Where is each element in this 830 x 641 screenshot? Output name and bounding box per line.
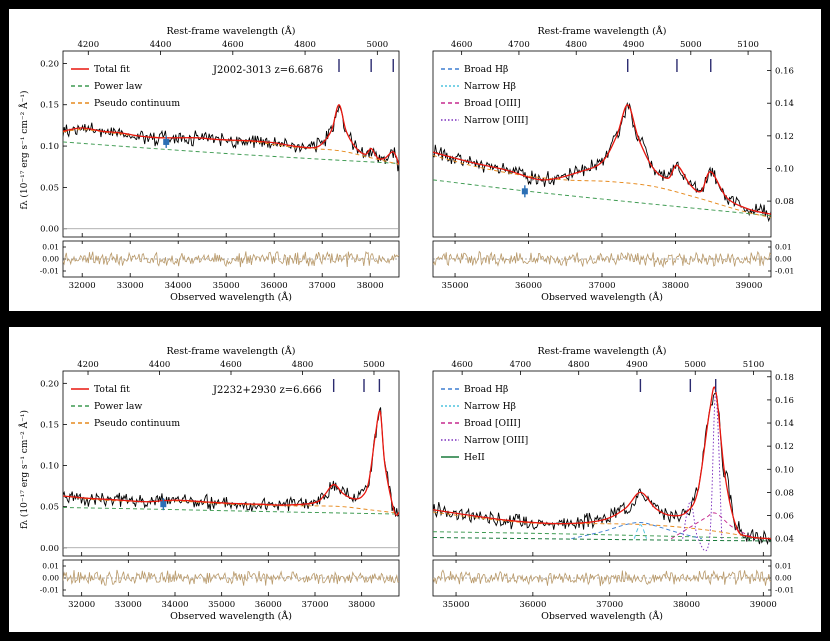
x-tick-top-label: 4900: [626, 360, 648, 370]
x-tick-top-label: 4600: [450, 40, 473, 50]
y-tick-label: 0.18: [775, 372, 794, 383]
legend-label: Power law: [94, 81, 143, 93]
x-tick-label: 33000: [116, 281, 144, 291]
y-tick-label: 0.10: [40, 461, 59, 472]
panel-bottom-row: [9, 327, 821, 632]
panel-top-row: [9, 9, 821, 311]
legend-label: Broad Hβ: [464, 64, 509, 76]
y-tick-label: 0.10: [40, 142, 59, 153]
chart-bottom-left: [9, 327, 415, 632]
y-tick-label: 0.08: [775, 488, 794, 499]
x-tick-top-label: 5000: [684, 360, 707, 370]
legend-label: Narrow Hβ: [464, 81, 516, 93]
x-tick-label: 33000: [114, 600, 142, 610]
y-tick-label: 0.14: [775, 419, 794, 430]
x-tick-label: 32000: [68, 281, 96, 291]
y-tick-label: 0.08: [775, 197, 794, 208]
legend-label: Power law: [94, 401, 143, 413]
y-tick-label: 0.14: [775, 99, 794, 110]
x-tick-label: 35000: [441, 281, 469, 291]
res-y-tick-label: 0.00: [775, 573, 792, 583]
panel-bottom-left: [9, 327, 415, 632]
chart-top-left: [9, 9, 415, 311]
res-y-tick-label: -0.01: [39, 266, 59, 276]
panel-bottom-right: [415, 327, 821, 632]
x-tick-top-label: 4400: [148, 360, 171, 370]
x-tick-top-label: 5100: [737, 40, 759, 50]
x-tick-label: 35000: [208, 600, 236, 610]
x-tick-label: 36000: [519, 600, 547, 610]
y-tick-label: 0.15: [40, 420, 59, 431]
panel-background: [9, 9, 415, 311]
x-axis-label-top: Rest-frame wavelength (Å): [166, 346, 296, 357]
object-title: J2232+2930 z=6.666: [213, 385, 322, 396]
x-tick-label: 38000: [672, 600, 701, 610]
legend-label: Pseudo continuum: [94, 418, 181, 430]
y-tick-label: 0.05: [40, 183, 59, 194]
x-axis-label: Observed wavelength (Å): [541, 292, 663, 303]
x-tick-top-label: 4600: [220, 360, 242, 370]
legend-label: Narrow Hβ: [464, 401, 516, 413]
x-tick-label: 37000: [596, 600, 624, 610]
x-axis-label-top: Rest-frame wavelength (Å): [537, 26, 667, 37]
y-tick-label: 0.00: [40, 224, 59, 235]
x-axis-label: Observed wavelength (Å): [170, 292, 292, 303]
x-tick-label: 34000: [161, 600, 189, 610]
legend-label: Narrow [OIII]: [464, 115, 529, 127]
res-y-tick-label: 0.01: [42, 242, 59, 252]
x-tick-label: 38000: [356, 281, 384, 291]
res-y-tick-label: -0.01: [39, 585, 59, 595]
y-axis-label: fλ (10⁻¹⁷ erg s⁻¹ cm⁻² Å⁻¹): [20, 410, 30, 529]
panel-background: [9, 327, 415, 632]
legend-label: Total fit: [94, 64, 130, 76]
x-tick-top-label: 5000: [366, 40, 389, 50]
x-tick-top-label: 4800: [294, 40, 316, 50]
x-axis-label: Observed wavelength (Å): [541, 611, 663, 622]
x-tick-top-label: 4800: [291, 360, 314, 370]
panel-top-left: [9, 9, 415, 311]
object-title: J2002-3013 z=6.6876: [213, 65, 324, 76]
legend-label: Total fit: [94, 384, 130, 396]
y-axis-label: fλ (10⁻¹⁷ erg s⁻¹ cm⁻² Å⁻¹): [20, 90, 30, 210]
res-y-tick-label: 0.00: [42, 573, 59, 583]
x-tick-top-label: 4200: [77, 40, 100, 50]
x-axis-label: Observed wavelength (Å): [170, 611, 292, 622]
panel-background: [415, 327, 821, 632]
x-tick-label: 37000: [301, 600, 329, 610]
y-tick-label: 0.20: [40, 379, 59, 390]
x-tick-label: 39000: [749, 600, 777, 610]
res-y-tick-label: 0.00: [775, 254, 792, 264]
x-tick-label: 34000: [164, 281, 192, 291]
y-tick-label: 0.16: [775, 66, 794, 77]
x-tick-label: 37000: [588, 281, 616, 291]
x-tick-label: 36000: [514, 281, 543, 291]
x-tick-label: 38000: [661, 281, 690, 291]
x-tick-label: 35000: [442, 600, 470, 610]
res-y-tick-label: -0.01: [775, 585, 795, 595]
res-y-tick-label: 0.01: [42, 561, 59, 571]
res-y-tick-label: -0.01: [775, 266, 795, 276]
res-y-tick-label: 0.00: [42, 254, 59, 264]
y-tick-label: 0.04: [775, 534, 794, 545]
res-y-tick-label: 0.01: [775, 561, 792, 571]
x-tick-top-label: 5100: [742, 360, 765, 370]
x-tick-top-label: 4400: [149, 40, 172, 50]
x-tick-top-label: 4200: [77, 360, 99, 370]
x-tick-top-label: 5000: [363, 360, 385, 370]
x-tick-label: 36000: [254, 600, 282, 610]
x-tick-top-label: 4700: [509, 360, 532, 370]
y-tick-label: 0.12: [775, 131, 794, 142]
res-y-tick-label: 0.01: [775, 242, 792, 252]
x-tick-label: 37000: [308, 281, 336, 291]
legend-label: Broad [OIII]: [464, 98, 521, 110]
y-tick-label: 0.06: [775, 511, 794, 522]
photometry-point: [163, 139, 169, 145]
y-tick-label: 0.05: [40, 502, 59, 513]
y-tick-label: 0.20: [40, 59, 59, 70]
x-axis-label-top: Rest-frame wavelength (Å): [537, 346, 667, 357]
x-tick-top-label: 4900: [622, 40, 645, 50]
y-tick-label: 0.16: [775, 395, 794, 406]
x-tick-label: 36000: [260, 281, 288, 291]
chart-bottom-right: [415, 327, 821, 632]
x-tick-top-label: 4600: [451, 360, 473, 370]
photometry-point: [522, 188, 528, 194]
legend-label: Narrow [OIII]: [464, 435, 529, 447]
x-axis-label-top: Rest-frame wavelength (Å): [166, 26, 296, 37]
x-tick-top-label: 4800: [565, 40, 588, 50]
y-tick-label: 0.15: [40, 100, 59, 111]
y-tick-label: 0.00: [40, 543, 59, 554]
y-tick-label: 0.10: [775, 465, 794, 476]
x-tick-label: 35000: [212, 281, 240, 291]
legend-label: HeII: [464, 452, 485, 464]
x-tick-top-label: 5000: [679, 40, 702, 50]
y-tick-label: 0.12: [775, 442, 794, 453]
x-tick-top-label: 4800: [567, 360, 590, 370]
chart-top-right: [415, 9, 821, 311]
x-tick-label: 32000: [68, 600, 96, 610]
panel-top-right: [415, 9, 821, 311]
x-tick-top-label: 4700: [508, 40, 530, 50]
x-tick-top-label: 4600: [221, 40, 244, 50]
legend-label: Broad Hβ: [464, 384, 509, 396]
legend-label: Broad [OIII]: [464, 418, 521, 430]
x-tick-label: 39000: [735, 281, 763, 291]
x-tick-label: 38000: [348, 600, 376, 610]
legend-label: Pseudo continuum: [94, 98, 181, 110]
y-tick-label: 0.10: [775, 164, 794, 175]
photometry-point: [160, 501, 166, 507]
